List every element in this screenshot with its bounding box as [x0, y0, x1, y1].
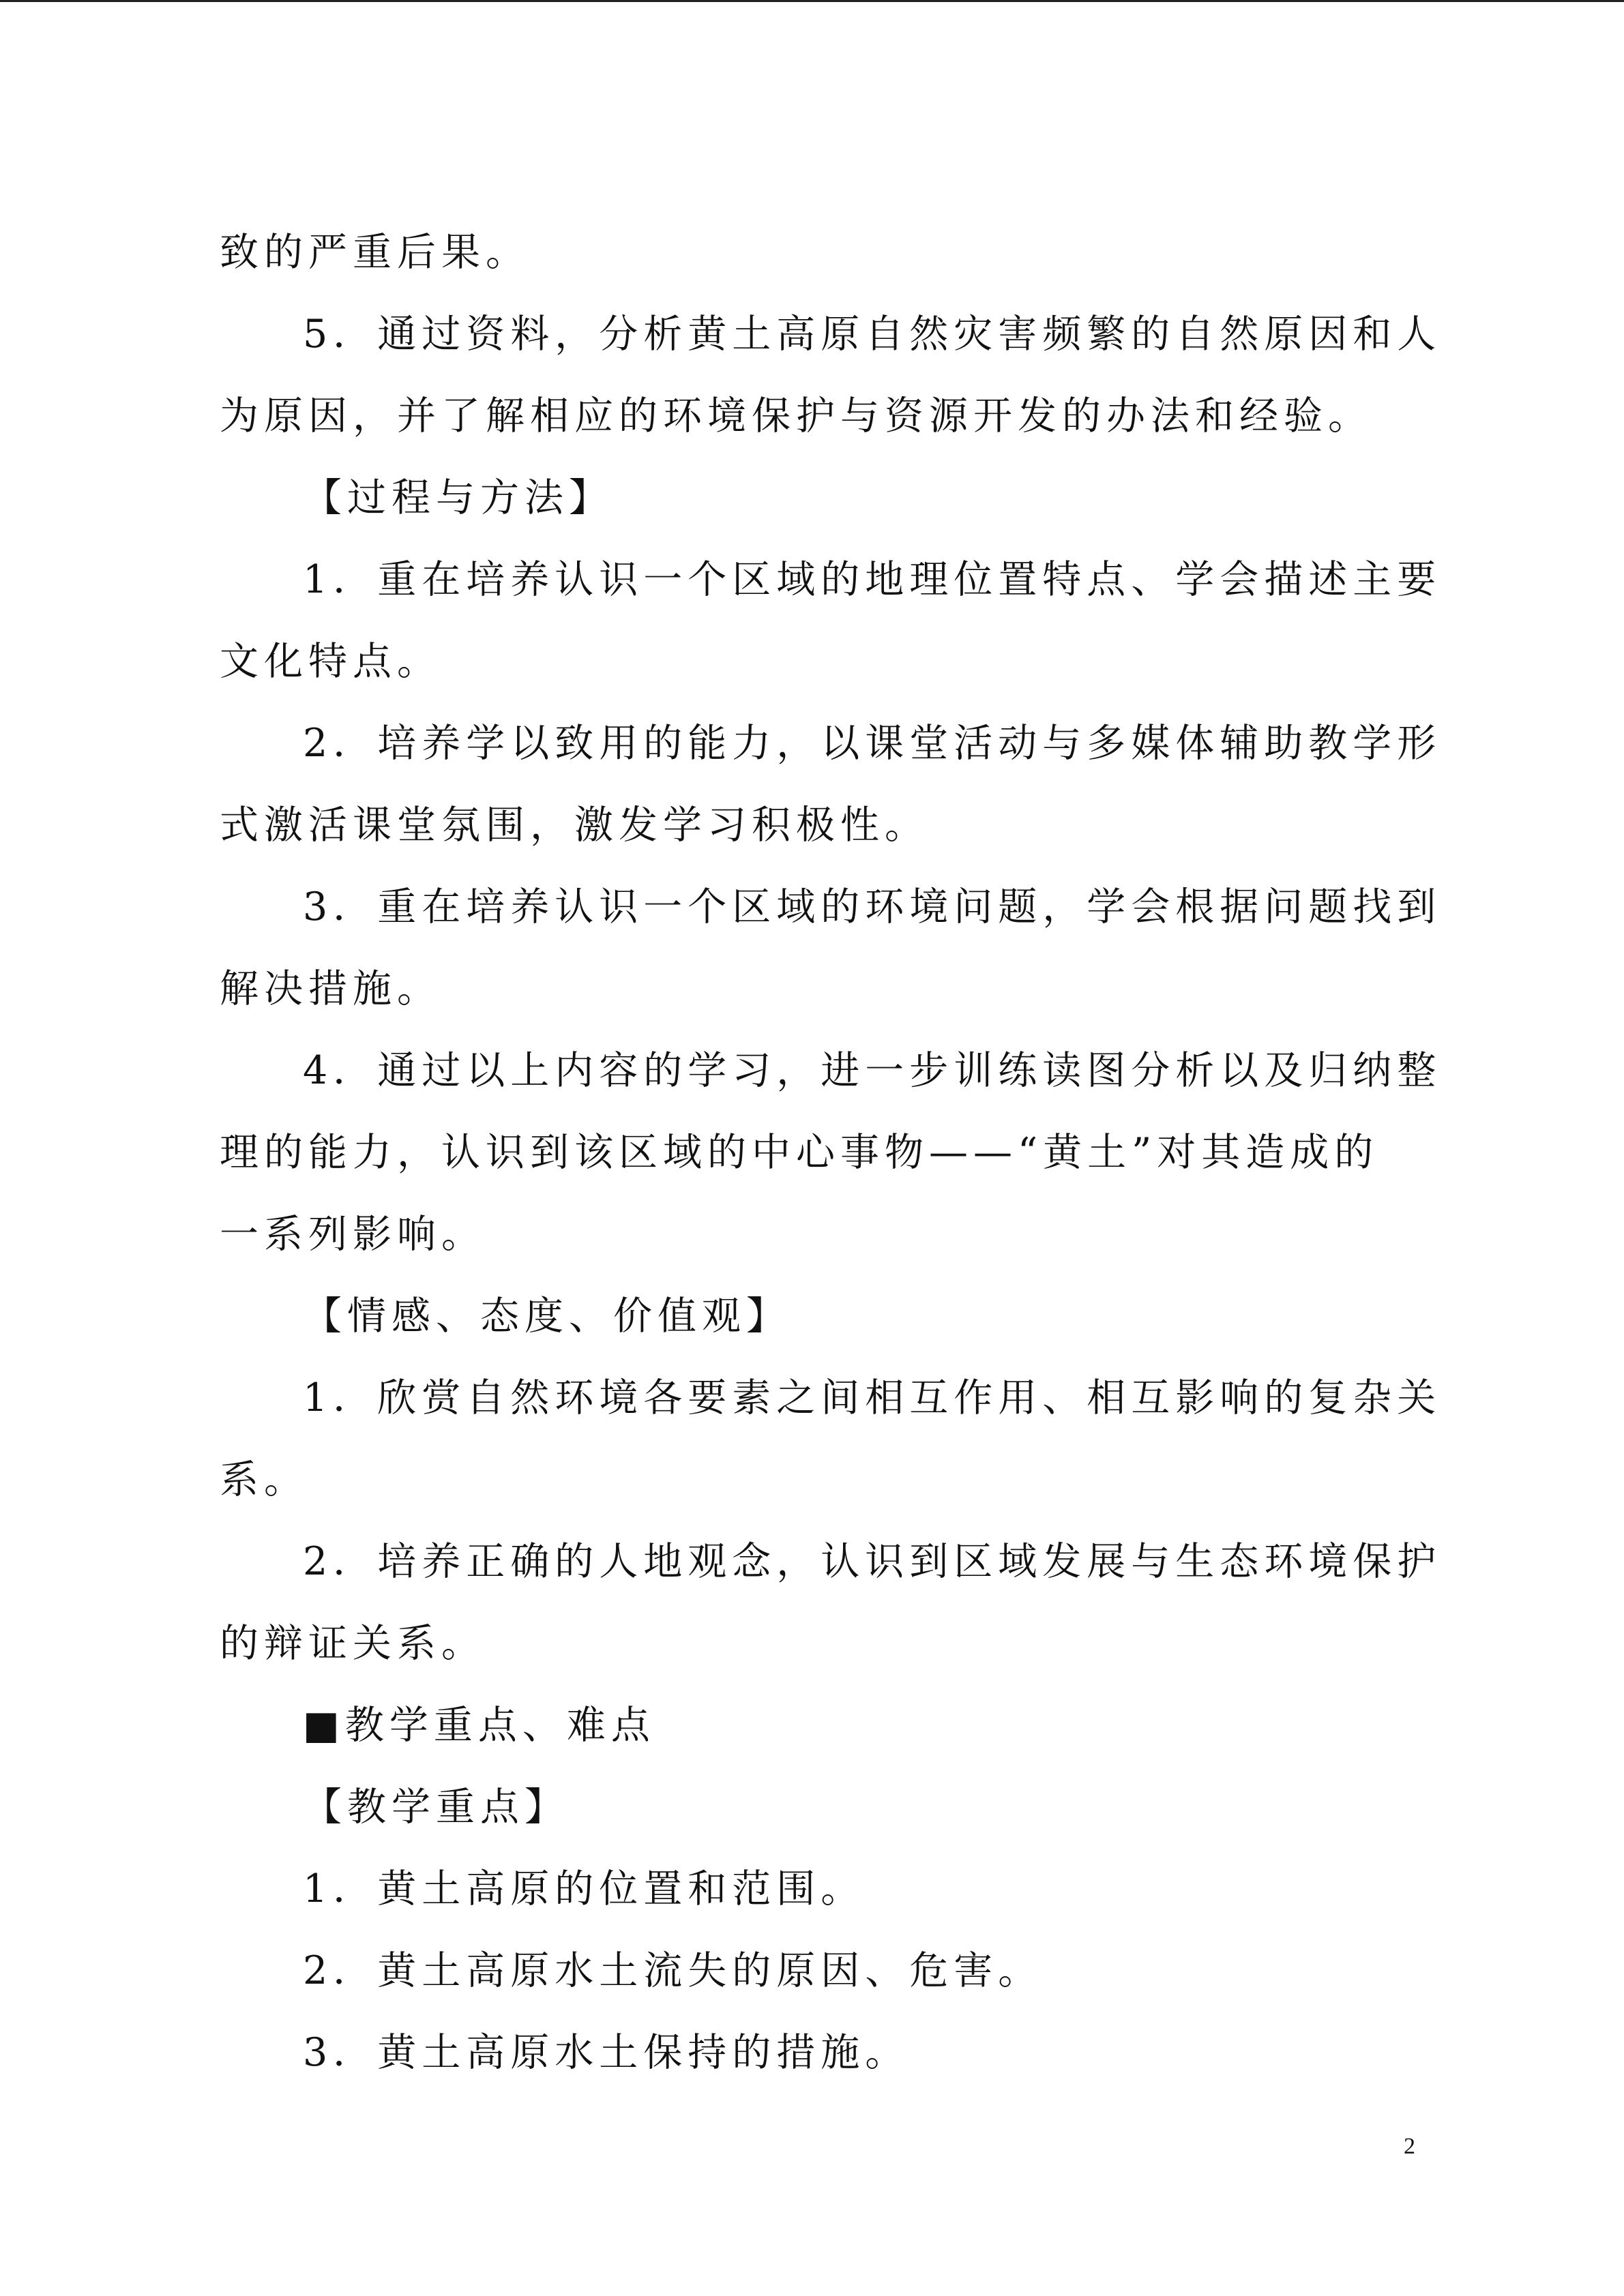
text-line-5: 1．重在培养认识一个区域的地理位置特点、学会描述主要: [303, 557, 1442, 602]
text-line-21: 1．黄土高原的位置和范围。: [303, 1866, 866, 1911]
text-line-18: 的辩证关系。: [220, 1621, 486, 1666]
text-line-17: 2．培养正确的人地观念，认识到区域发展与生态环境保护: [303, 1539, 1442, 1584]
text-line-23: 3．黄土高原水土保持的措施。: [303, 2030, 910, 2075]
text-line-3: 为原因，并了解相应的环境保护与资源开发的办法和经验。: [220, 393, 1372, 438]
section-heading-key-difficult-points: ■教学重点、难点: [303, 1703, 655, 1748]
text-line-10: 解决措施。: [220, 966, 441, 1011]
text-line-7: 2．培养学以致用的能力，以课堂活动与多媒体辅助教学形: [303, 721, 1442, 766]
section-heading-attitude-values: 【情感、态度、价值观】: [303, 1294, 791, 1339]
page-number: 2: [1404, 2134, 1415, 2159]
section-heading-key-points: 【教学重点】: [303, 1785, 569, 1830]
text-line-13: 一系列影响。: [220, 1212, 486, 1257]
text-line-12: 理的能力，认识到该区域的中心事物——“黄土”对其造成的: [220, 1130, 1379, 1175]
text-line-6: 文化特点。: [220, 639, 441, 684]
text-line-15: 1．欣赏自然环境各要素之间相互作用、相互影响的复杂关: [303, 1375, 1442, 1420]
section-heading-process-method: 【过程与方法】: [303, 475, 613, 520]
text-line-1: 致的严重后果。: [220, 230, 530, 275]
text-line-2: 5．通过资料，分析黄土高原自然灾害频繁的自然原因和人: [303, 312, 1442, 357]
text-line-8: 式激活课堂氛围，激发学习积极性。: [220, 803, 929, 848]
text-line-9: 3．重在培养认识一个区域的环境问题，学会根据问题找到: [303, 884, 1442, 929]
text-line-16: 系。: [220, 1457, 308, 1502]
text-line-22: 2．黄土高原水土流失的原因、危害。: [303, 1948, 1043, 1993]
text-line-11: 4．通过以上内容的学习，进一步训练读图分析以及归纳整: [303, 1048, 1442, 1093]
